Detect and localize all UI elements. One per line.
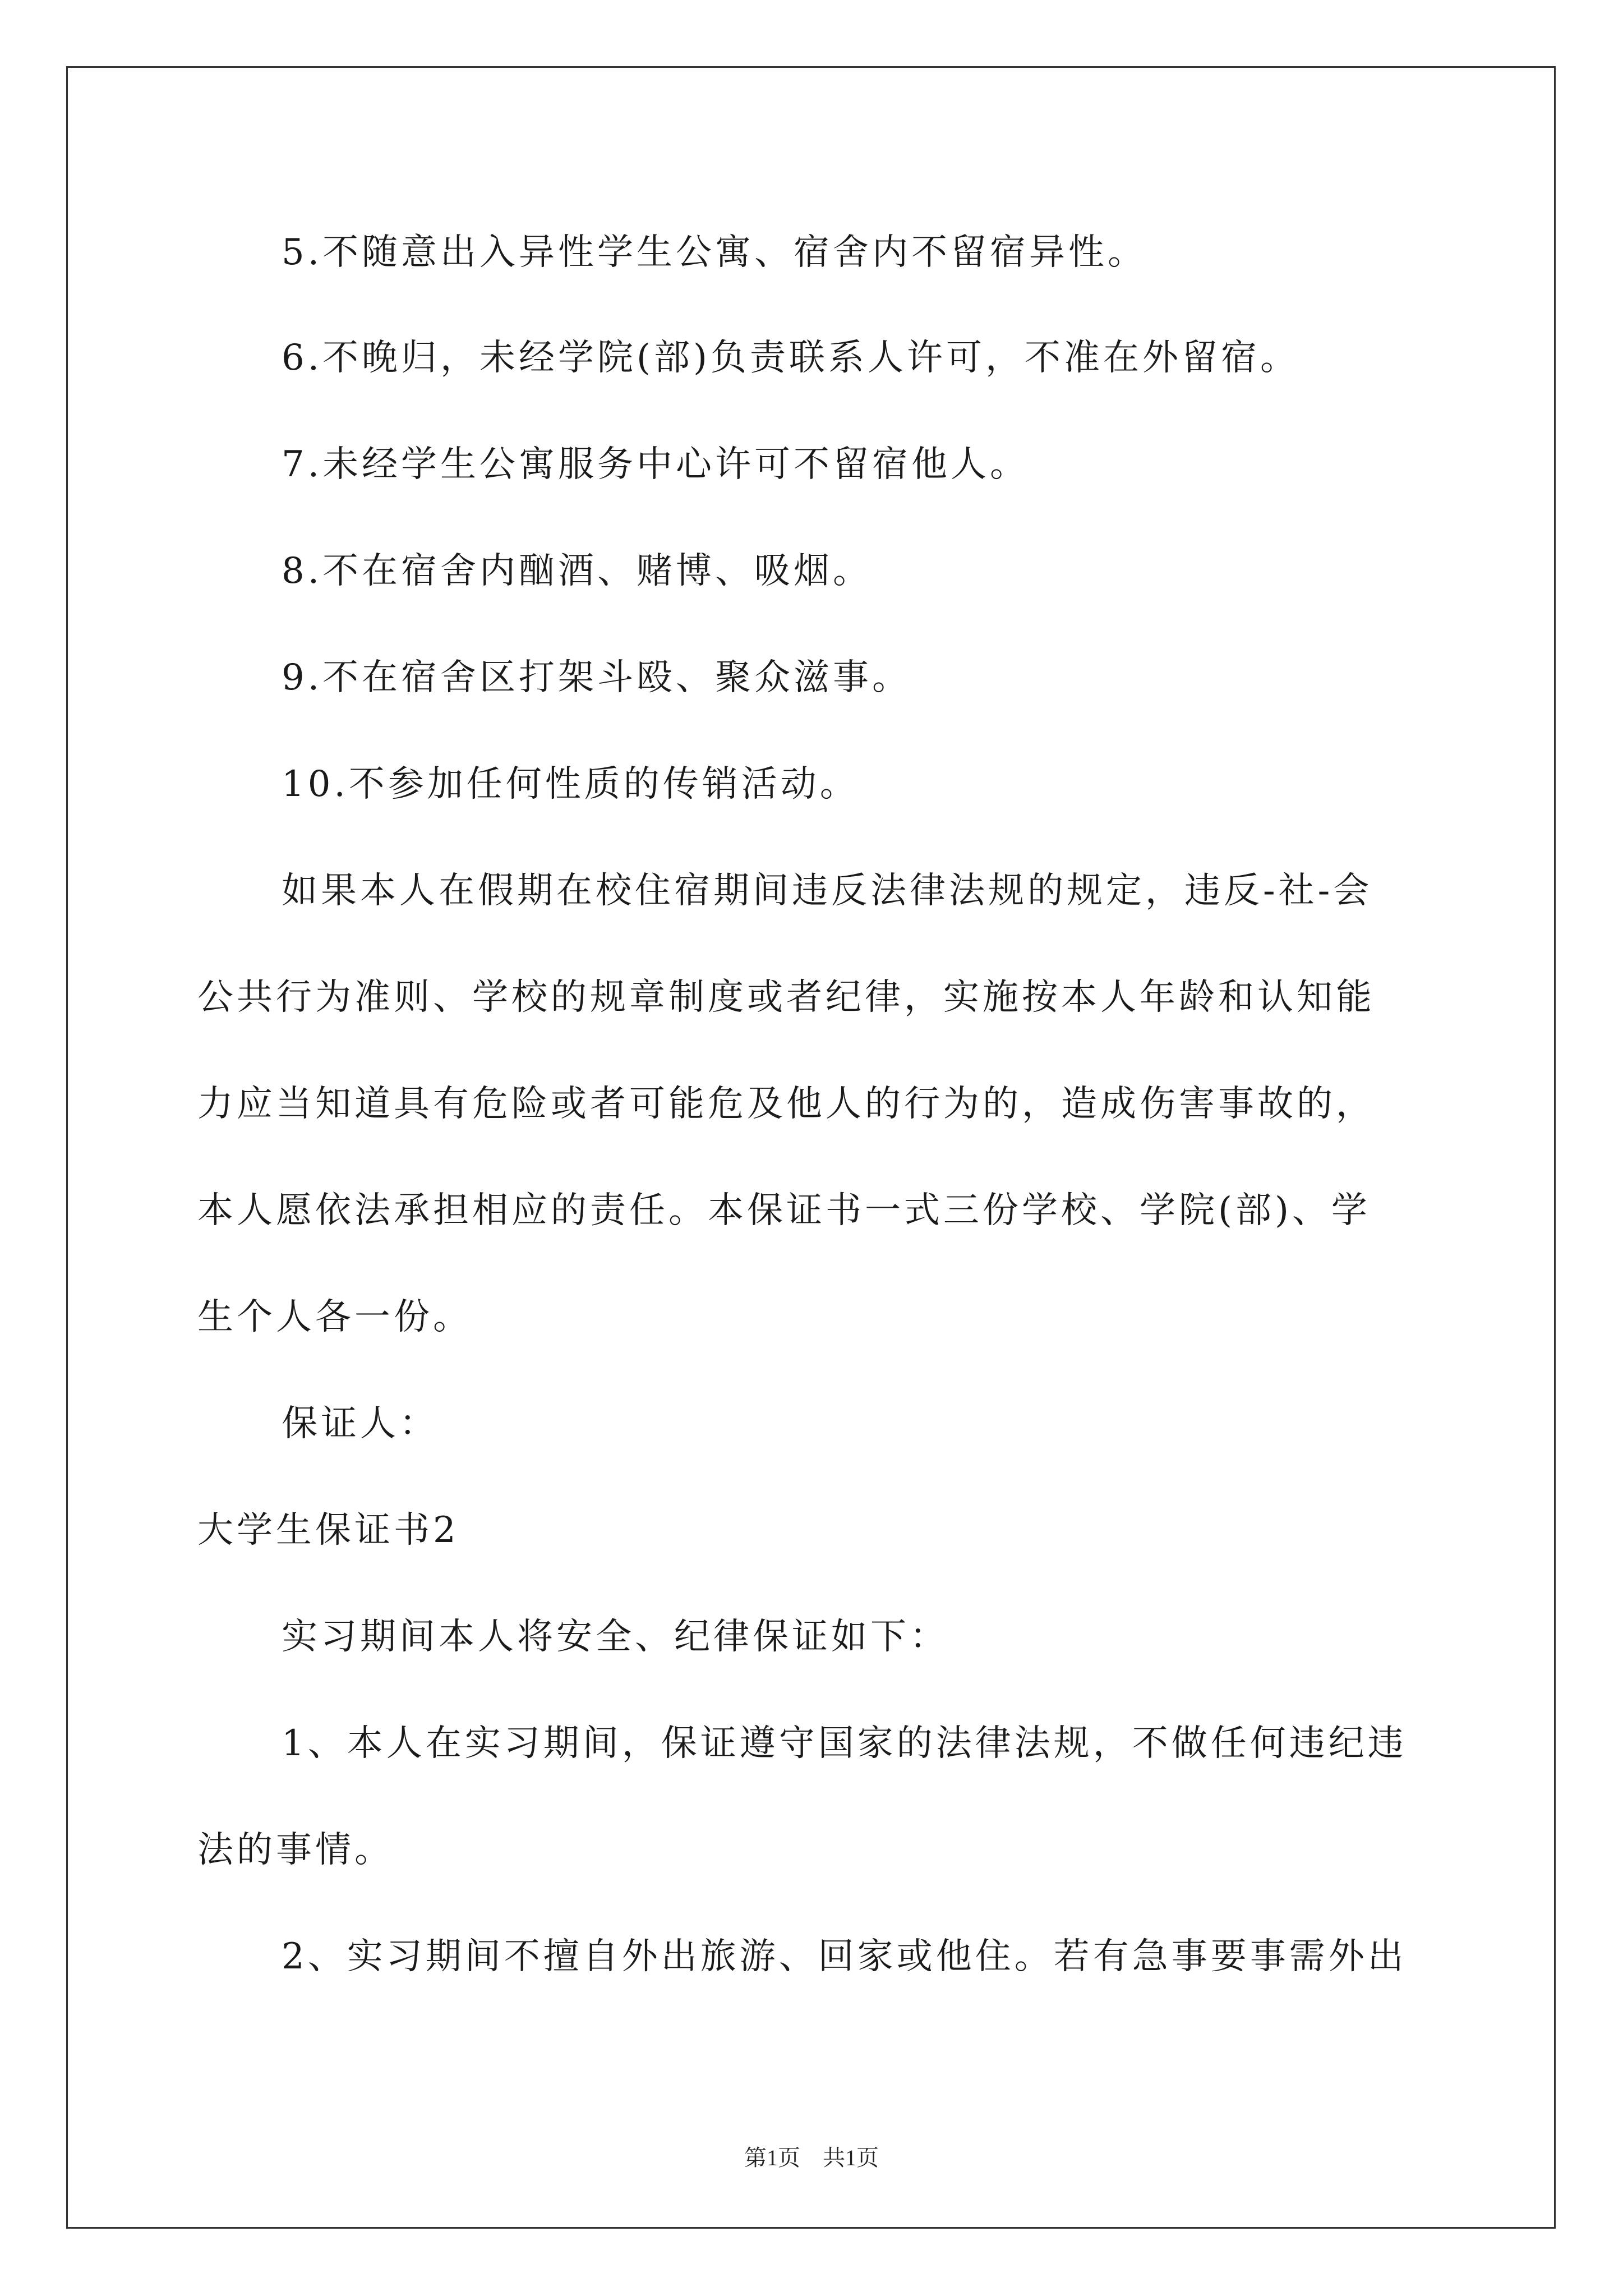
rule-item-9: 9.不在宿舍区打架斗殴、聚众滋事。	[282, 657, 912, 698]
paragraph-line: 1、本人在实习期间，保证遵守国家的法律法规，不做任何违纪违	[282, 1723, 1407, 1764]
paragraph-line: 2、实习期间不擅自外出旅游、回家或他住。若有急事要事需外出	[282, 1936, 1407, 1977]
page-footer: 第1页 共1页	[744, 2145, 879, 2170]
rule-item-7: 7.未经学生公寓服务中心许可不留宿他人。	[282, 444, 1030, 485]
rule-item-5: 5.不随意出入异性学生公寓、宿舍内不留宿异性。	[282, 232, 1147, 273]
rule-item-6: 6.不晚归，未经学院(部)负责联系人许可，不准在外留宿。	[282, 337, 1299, 379]
page-border	[66, 66, 1556, 2229]
paragraph-line: 公共行为准则、学校的规章制度或者纪律，实施按本人年龄和认知能	[197, 977, 1375, 1018]
paragraph-line: 本人愿依法承担相应的责任。本保证书一式三份学校、学院(部)、学	[197, 1190, 1371, 1231]
rule-item-8: 8.不在宿舍内酗酒、赌博、吸烟。	[282, 550, 873, 592]
paragraph-line: 如果本人在假期在校住宿期间违反法律法规的规定，违反-社-会	[282, 870, 1373, 912]
paragraph-line: 生个人各一份。	[197, 1296, 472, 1338]
guarantor-label: 保证人：	[282, 1403, 439, 1444]
paragraph-line: 力应当知道具有危险或者可能危及他人的行为的，造成伤害事故的，	[197, 1083, 1375, 1125]
paragraph-line: 实习期间本人将安全、纪律保证如下：	[282, 1616, 949, 1658]
section-heading: 大学生保证书2	[197, 1510, 459, 1551]
paragraph-line: 法的事情。	[197, 1829, 394, 1871]
rule-item-10: 10.不参加任何性质的传销活动。	[282, 763, 859, 805]
